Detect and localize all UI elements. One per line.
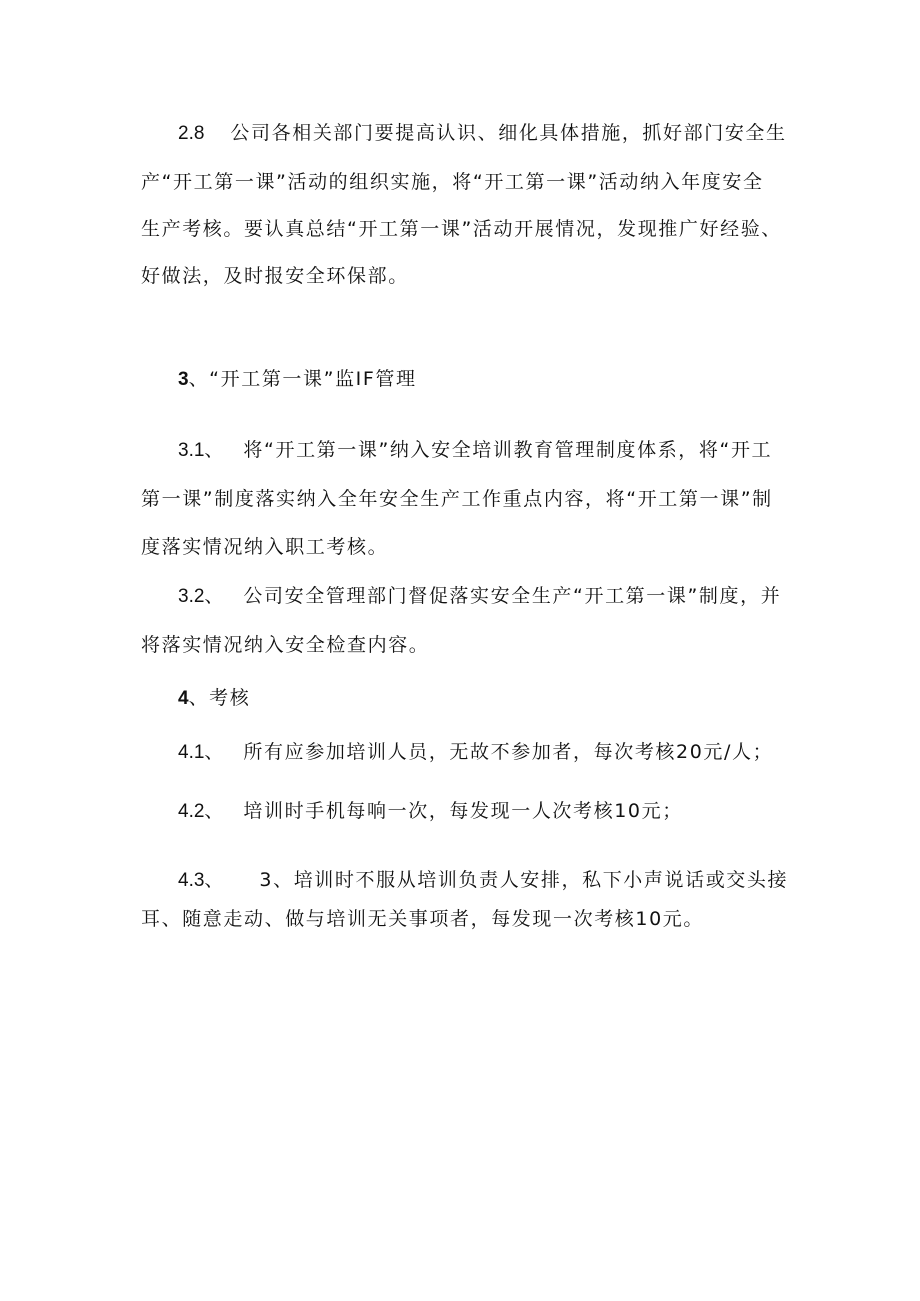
section-number: 3 bbox=[178, 369, 189, 390]
clause-number: 4.2、 bbox=[178, 801, 224, 822]
clause-text: 3、培训时不服从培训负责人安排，私下小声说话或交头接 bbox=[259, 869, 789, 891]
paragraph-3-1-line-1 bbox=[178, 438, 772, 463]
clause-text: 将“开工第一课”纳入安全培训教育管理制度体系，将“开工 bbox=[243, 439, 773, 461]
paragraph-2-8-line-4: 好做法，及时报安全环保部。 bbox=[141, 265, 409, 287]
paragraph-4-3-line-2: 耳、随意走动、做与培训无关事项者，每发现一次考核10元。 bbox=[141, 908, 704, 930]
section-heading-3 bbox=[178, 367, 417, 392]
paragraph-4-2 bbox=[178, 799, 683, 824]
paragraph-2-8-line-3: 生产考核。要认真总结“开工第一课”活动开展情况，发现推广好经验、 bbox=[141, 218, 782, 240]
clause-number: 3.2、 bbox=[178, 586, 224, 607]
section-title: 、考核 bbox=[188, 687, 251, 709]
clause-number: 4.3、 bbox=[178, 870, 224, 891]
paragraph-3-2-line-1 bbox=[178, 584, 781, 609]
clause-number: 3.1、 bbox=[178, 440, 224, 461]
clause-text: 公司各相关部门要提高认识、细化具体措施，抓好部门安全生 bbox=[230, 122, 787, 144]
paragraph-4-3-line-1 bbox=[178, 868, 788, 893]
section-title: 、“开工第一课”监IF管理 bbox=[188, 368, 417, 390]
paragraph-4-1 bbox=[178, 740, 773, 765]
paragraph-3-2-line-2: 将落实情况纳入安全检查内容。 bbox=[141, 634, 430, 656]
section-number: 4 bbox=[178, 688, 189, 709]
section-heading-4 bbox=[178, 686, 250, 711]
paragraph-2-8-line-2: 产“开工第一课”活动的组织实施，将“开工第一课”活动纳入年度安全 bbox=[141, 171, 764, 193]
paragraph-3-1-line-3: 度落实情况纳入职工考核。 bbox=[141, 536, 389, 558]
paragraph-3-1-line-2: 第一课”制度落实纳入全年安全生产工作重点内容，将“开工第一课”制 bbox=[141, 488, 773, 510]
paragraph-2-8-line-1 bbox=[178, 121, 787, 146]
clause-text: 培训时手机每响一次，每发现一人次考核10元； bbox=[243, 800, 683, 822]
clause-number: 2.8 bbox=[178, 123, 205, 144]
clause-text: 所有应参加培训人员，无故不参加者，每次考核20元/人； bbox=[243, 741, 774, 763]
clause-text: 公司安全管理部门督促落实安全生产“开工第一课”制度，并 bbox=[243, 585, 782, 607]
clause-number: 4.1、 bbox=[178, 742, 224, 763]
